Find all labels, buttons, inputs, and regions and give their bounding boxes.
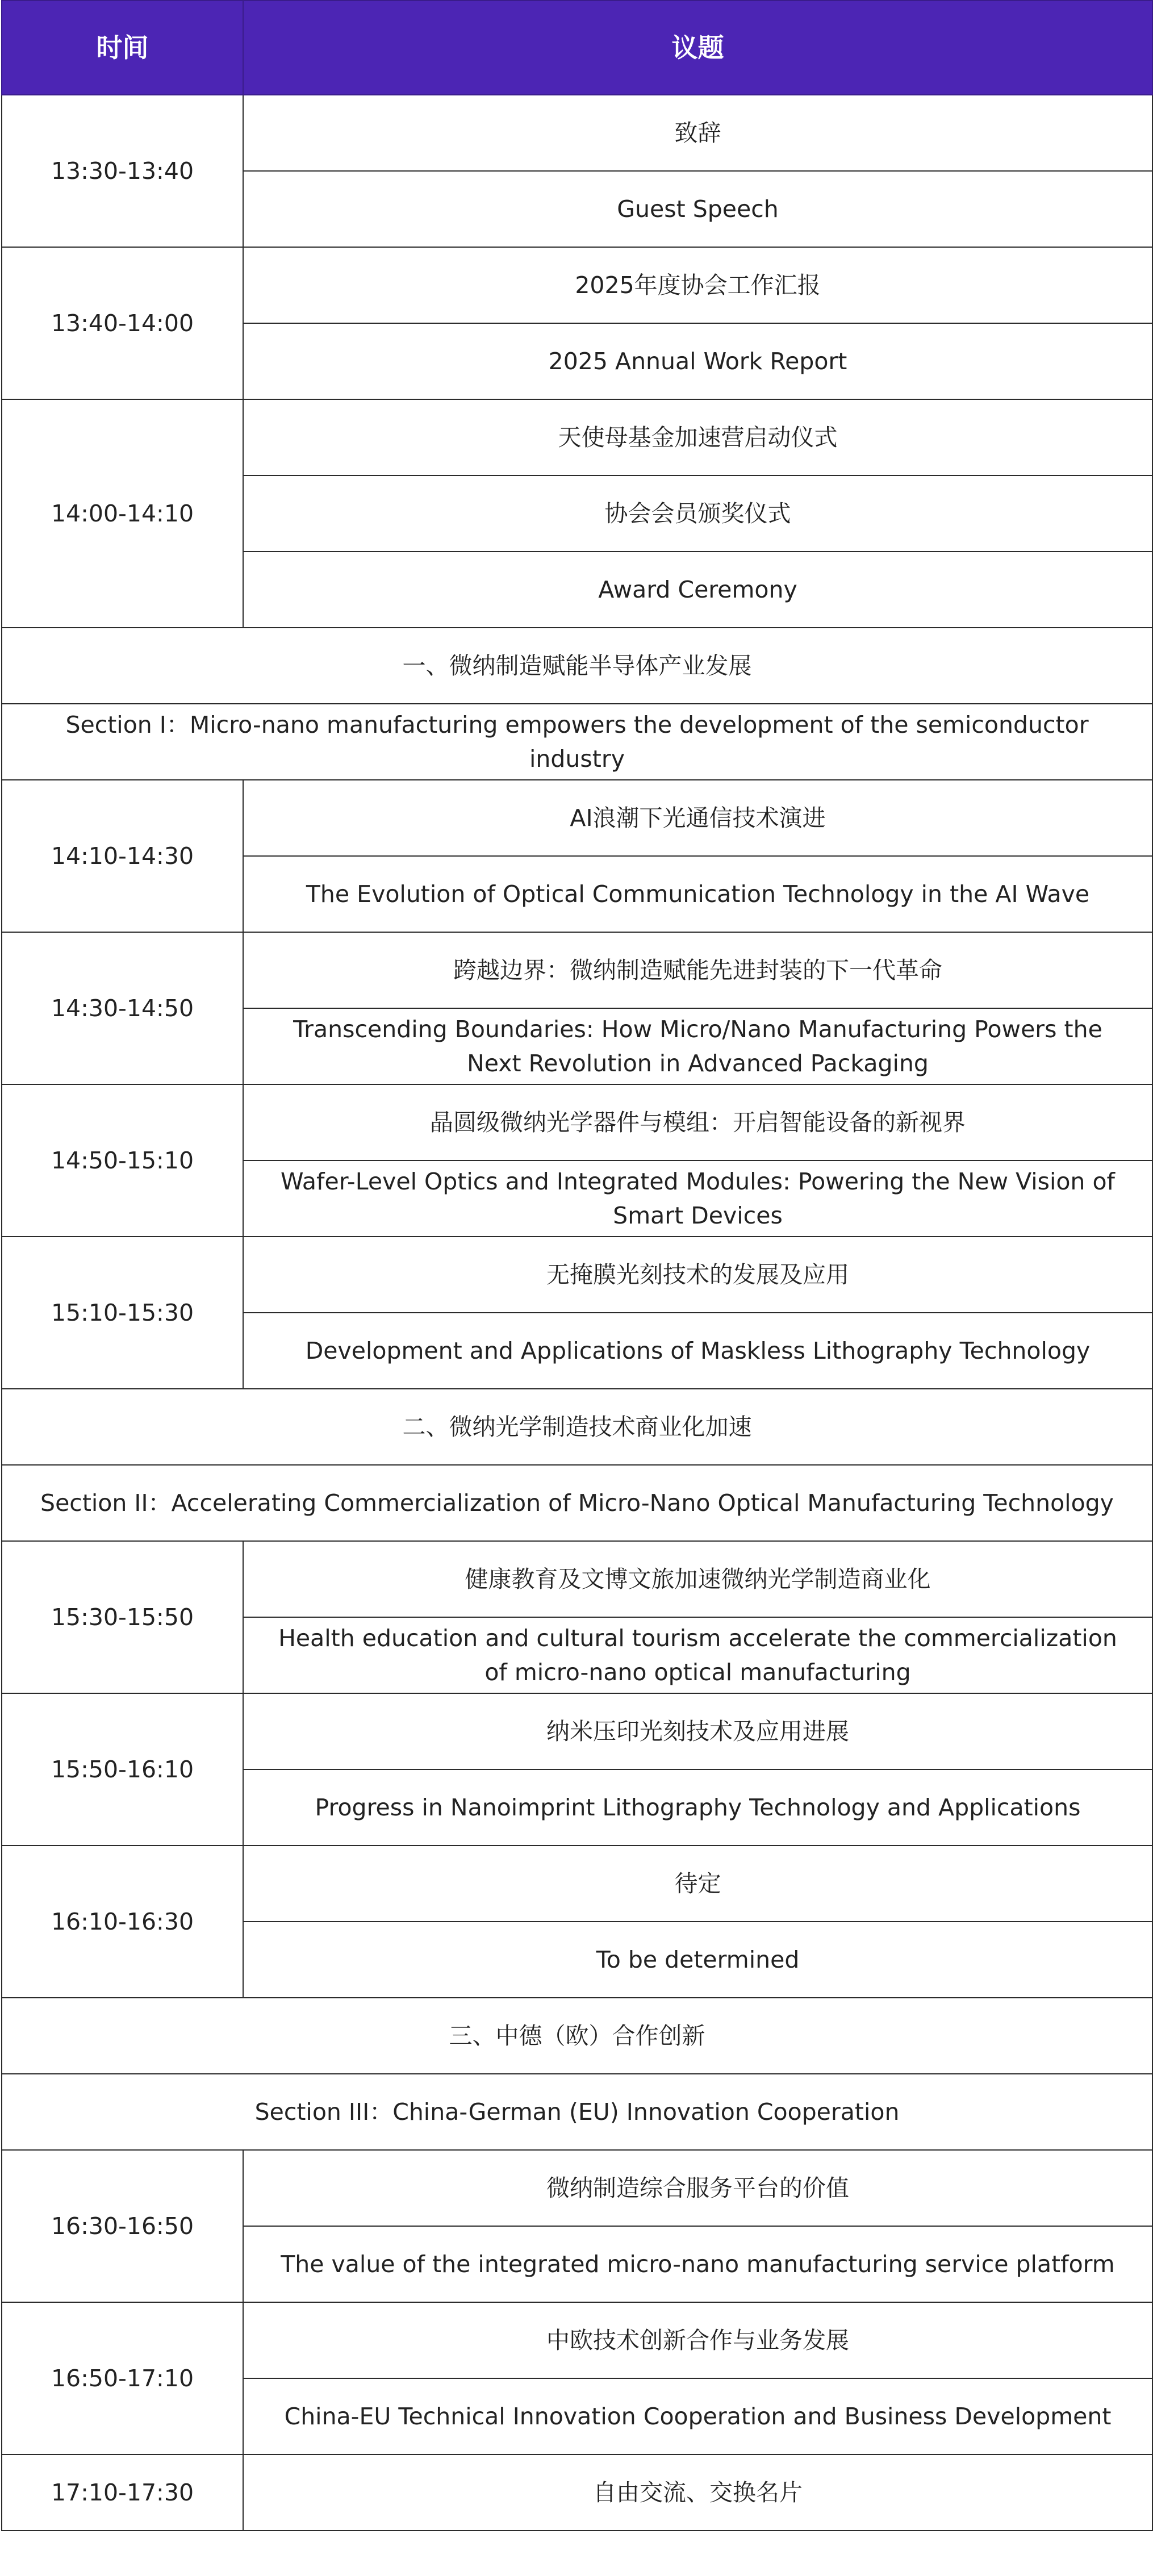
agenda-row xyxy=(2,932,1152,1008)
topic-cell: Health education and cultural tourism accelerate the commercialization of micro-nano optical manufacturing xyxy=(243,1617,1152,1693)
section-title-en: Section I：Micro-nano manufacturing empowers the development of the semiconductor industry xyxy=(2,704,1152,780)
topic-cell: 无掩膜光刻技术的发展及应用 xyxy=(243,1237,1152,1313)
topic-cell: China-EU Technical Innovation Cooperation and Business Development xyxy=(243,2378,1152,2454)
topic-cell: 微纳制造综合服务平台的价值 xyxy=(243,2150,1152,2226)
agenda-row xyxy=(2,1084,1152,1160)
agenda-row xyxy=(2,2150,1152,2226)
time-slot-cell: 15:50-16:10 xyxy=(2,1693,243,1846)
time-column-header: 时间 xyxy=(2,1,243,95)
agenda-row xyxy=(2,2302,1152,2378)
agenda-row xyxy=(2,780,1152,856)
topic-cell: To be determined xyxy=(243,1922,1152,1998)
section-title-en: Section III：China-German (EU) Innovation Cooperation xyxy=(2,2074,1152,2150)
topic-cell: Guest Speech xyxy=(243,171,1152,247)
agenda-body xyxy=(2,95,1152,2531)
topic-cell: 2025 Annual Work Report xyxy=(243,323,1152,399)
topic-cell: Transcending Boundaries: How Micro/Nano Manufacturing Powers the Next Revolution in Advanced Packaging xyxy=(243,1008,1152,1084)
topic-cell: The Evolution of Optical Communication Technology in the AI Wave xyxy=(243,856,1152,932)
section-title-cn: 二、微纳光学制造技术商业化加速 xyxy=(2,1389,1152,1465)
time-slot-cell: 16:50-17:10 xyxy=(2,2302,243,2454)
topic-cell: 待定 xyxy=(243,1846,1152,1922)
time-slot-cell: 14:50-15:10 xyxy=(2,1084,243,1237)
topic-cell: 致辞 xyxy=(243,95,1152,171)
topic-cell: AI浪潮下光通信技术演进 xyxy=(243,780,1152,856)
time-slot-cell: 13:40-14:00 xyxy=(2,247,243,399)
time-slot-cell: 15:30-15:50 xyxy=(2,1541,243,1693)
time-slot-cell: 15:10-15:30 xyxy=(2,1237,243,1389)
topic-cell: Progress in Nanoimprint Lithography Technology and Applications xyxy=(243,1769,1152,1846)
section-row xyxy=(2,1389,1152,1465)
agenda-row xyxy=(2,247,1152,323)
agenda-row xyxy=(2,95,1152,171)
topic-cell: 2025年度协会工作汇报 xyxy=(243,247,1152,323)
topic-cell: 纳米压印光刻技术及应用进展 xyxy=(243,1693,1152,1769)
section-row xyxy=(2,2074,1152,2150)
agenda-row xyxy=(2,1237,1152,1313)
topic-cell: 晶圆级微纳光学器件与模组：开启智能设备的新视界 xyxy=(243,1084,1152,1160)
section-row xyxy=(2,628,1152,704)
agenda-row xyxy=(2,1541,1152,1617)
section-title-en: Section II：Accelerating Commercialization of Micro-Nano Optical Manufacturing Technology xyxy=(2,1465,1152,1541)
agenda-row xyxy=(2,399,1152,475)
topic-cell: 健康教育及文博文旅加速微纳光学制造商业化 xyxy=(243,1541,1152,1617)
topic-cell: 自由交流、交换名片 xyxy=(243,2454,1152,2531)
agenda-row xyxy=(2,2454,1152,2531)
time-slot-cell: 13:30-13:40 xyxy=(2,95,243,247)
agenda-table xyxy=(1,0,1153,2531)
section-row xyxy=(2,1998,1152,2074)
section-title-cn: 一、微纳制造赋能半导体产业发展 xyxy=(2,628,1152,704)
topic-cell: 跨越边界：微纳制造赋能先进封装的下一代革命 xyxy=(243,932,1152,1008)
agenda-row xyxy=(2,1693,1152,1769)
time-slot-cell: 16:10-16:30 xyxy=(2,1846,243,1998)
topic-column-header: 议题 xyxy=(243,1,1152,95)
header-row xyxy=(2,1,1152,95)
time-slot-cell: 14:00-14:10 xyxy=(2,399,243,628)
topic-cell: Award Ceremony xyxy=(243,552,1152,628)
topic-cell: 天使母基金加速营启动仪式 xyxy=(243,399,1152,475)
topic-cell: 协会会员颁奖仪式 xyxy=(243,475,1152,552)
section-row xyxy=(2,704,1152,780)
section-row xyxy=(2,1465,1152,1541)
time-slot-cell: 14:30-14:50 xyxy=(2,932,243,1084)
topic-cell: The value of the integrated micro-nano manufacturing service platform xyxy=(243,2226,1152,2302)
section-title-cn: 三、中德（欧）合作创新 xyxy=(2,1998,1152,2074)
topic-cell: 中欧技术创新合作与业务发展 xyxy=(243,2302,1152,2378)
topic-cell: Development and Applications of Maskless Lithography Technology xyxy=(243,1313,1152,1389)
time-slot-cell: 16:30-16:50 xyxy=(2,2150,243,2302)
time-slot-cell: 17:10-17:30 xyxy=(2,2454,243,2531)
topic-cell: Wafer-Level Optics and Integrated Modules: Powering the New Vision of Smart Devices xyxy=(243,1160,1152,1237)
agenda-row xyxy=(2,1846,1152,1922)
time-slot-cell: 14:10-14:30 xyxy=(2,780,243,932)
